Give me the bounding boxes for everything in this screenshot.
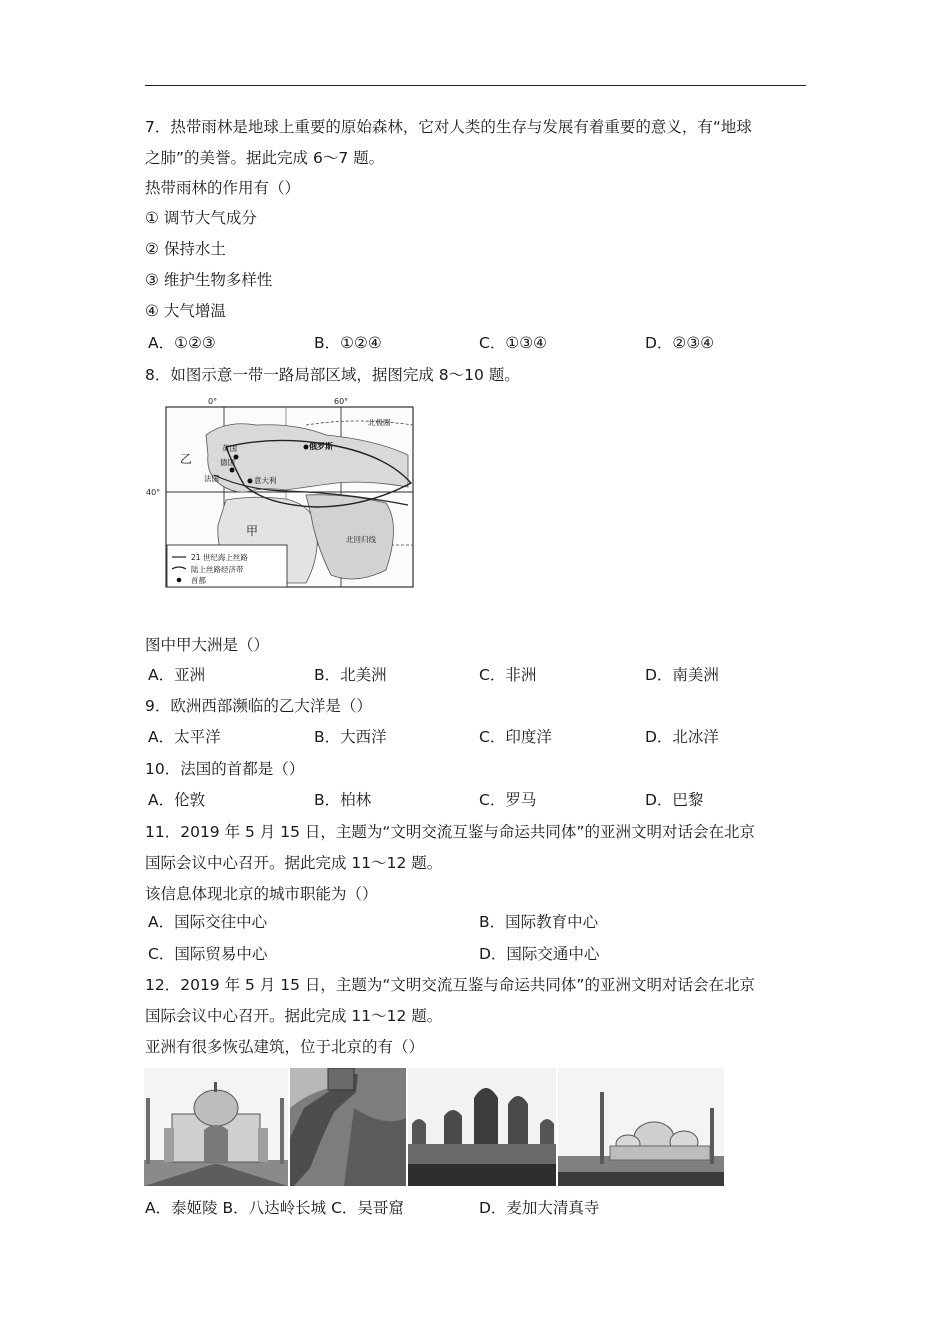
q12-option-d[interactable]: D．麦加大清真寺 [479, 1199, 600, 1217]
legend-land: 陆上丝路经济带 [191, 565, 244, 574]
q7-item-1: ① 调节大气成分 [145, 209, 257, 227]
q8-stem: 8．如图示意一带一路局部区域，据图完成 8～10 题。 [145, 366, 520, 384]
map-label-france: 法国 [204, 474, 219, 483]
map-label-germany: 德国 [220, 458, 235, 467]
q8-option-d[interactable]: D．南美洲 [645, 666, 719, 684]
q10-stem: 10．法国的首都是（） [145, 760, 305, 778]
q8-option-a[interactable]: A．亚洲 [148, 666, 206, 684]
map-label-jia: 甲 [246, 524, 259, 538]
q7-stem-line1: 7．热带雨林是地球上重要的原始森林，它对人类的生存与发展有着重要的意义，有“地球 [145, 118, 752, 136]
map-label-italy: 意大利 [254, 476, 277, 485]
q11-option-b[interactable]: B．国际教育中心 [479, 913, 599, 931]
q8-option-b[interactable]: B．北美洲 [314, 666, 387, 684]
q7-stem-line2: 之肺”的美誉。据此完成 6～7 题。 [145, 149, 385, 167]
q11-stem-line1: 11．2019 年 5 月 15 日，主题为“文明交流互鉴与命运共同体”的亚洲文明对话会在北京 [145, 823, 755, 841]
map-label-arctic: 北极圈 [368, 418, 391, 427]
legend-capital: 首都 [191, 576, 206, 585]
q12-question: 亚洲有很多恢弘建筑，位于北京的有（） [145, 1038, 425, 1056]
q9-option-b[interactable]: B．大西洋 [314, 728, 387, 746]
q11-option-a[interactable]: A．国际交往中心 [148, 913, 268, 931]
q10-option-a[interactable]: A．伦敦 [148, 791, 206, 809]
map-label-tropic: 北回归线 [346, 535, 376, 544]
map-lat-40: 40° [146, 488, 161, 497]
q12-stem-line1: 12．2019 年 5 月 15 日，主题为“文明交流互鉴与命运共同体”的亚洲文明对话会在北京 [145, 976, 755, 994]
q11-question: 该信息体现北京的城市职能为（） [145, 885, 378, 903]
map-label-yi: 乙 [180, 452, 193, 466]
map-label-russia: 俄罗斯 [309, 442, 333, 451]
q11-option-d[interactable]: D．国际交通中心 [479, 945, 600, 963]
q11-stem-line2: 国际会议中心召开。据此完成 11～12 题。 [145, 854, 443, 872]
q10-option-c[interactable]: C．罗马 [479, 791, 537, 809]
q10-option-b[interactable]: B．柏林 [314, 791, 372, 809]
angkor-wat-image [408, 1068, 556, 1186]
q9-stem: 9．欧洲西部濒临的乙大洋是（） [145, 697, 372, 715]
q10-option-d[interactable]: D．巴黎 [645, 791, 704, 809]
q7-question: 热带雨林的作用有（） [145, 179, 301, 197]
mecca-mosque-image [558, 1068, 724, 1186]
belt-road-map [146, 395, 416, 590]
q7-option-b[interactable]: B．①②④ [314, 334, 382, 352]
q8-option-c[interactable]: C．非洲 [479, 666, 537, 684]
q11-option-c[interactable]: C．国际贸易中心 [148, 945, 268, 963]
q9-option-c[interactable]: C．印度洋 [479, 728, 552, 746]
landmarks-photo-strip [144, 1068, 724, 1186]
q12-options-abc[interactable]: A．泰姬陵 B．八达岭长城 C．吴哥窟 [145, 1199, 404, 1217]
q7-item-4: ④ 大气增温 [145, 302, 226, 320]
great-wall-image [290, 1068, 406, 1186]
header-rule [145, 85, 806, 86]
taj-mahal-image [144, 1068, 288, 1186]
q9-option-d[interactable]: D．北冰洋 [645, 728, 719, 746]
map-lon-60: 60° [334, 397, 349, 406]
q7-option-a[interactable]: A．①②③ [148, 334, 216, 352]
q7-item-2: ② 保持水土 [145, 240, 226, 258]
map-lon-0: 0° [208, 397, 218, 406]
q7-option-c[interactable]: C．①③④ [479, 334, 548, 352]
q12-stem-line2: 国际会议中心召开。据此完成 11～12 题。 [145, 1007, 443, 1025]
legend-maritime: 21 世纪海上丝路 [191, 553, 248, 562]
q8-question: 图中甲大洲是（） [145, 636, 270, 654]
map-label-uk: 英国 [222, 444, 237, 453]
q7-option-d[interactable]: D．②③④ [645, 334, 715, 352]
q7-item-3: ③ 维护生物多样性 [145, 271, 273, 289]
q9-option-a[interactable]: A．太平洋 [148, 728, 221, 746]
